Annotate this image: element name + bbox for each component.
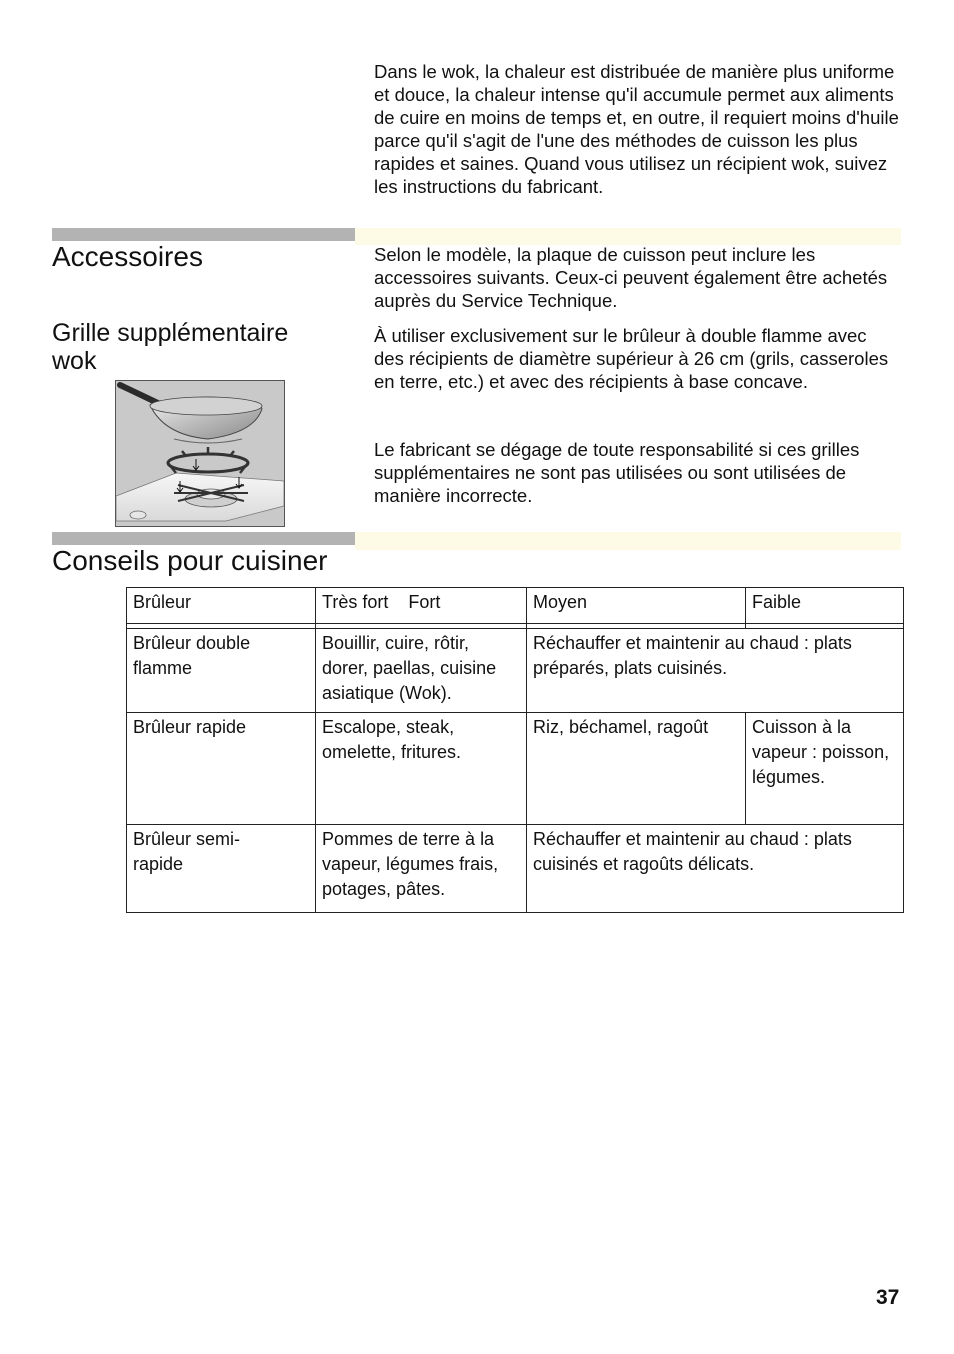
row-medium: Riz, béchamel, ragoût	[527, 713, 746, 825]
wok-on-burner-drawing	[116, 381, 284, 526]
wok-grid-heading: Grille supplémentaire wok	[52, 319, 289, 375]
row-burner: Brûleur rapide	[127, 713, 316, 825]
wok-grid-paragraph-2: Le fabricant se dégage de toute responsabilité si ces grilles supplémentaires ne sont pas utilisées ou sont utilisées de manière incorrecte.	[374, 439, 860, 506]
page-number: 37	[876, 1286, 900, 1309]
header-very-strong-strong: Très fort Fort	[316, 588, 527, 624]
section-bar-cooking-tips	[52, 532, 355, 545]
row-low: Cuisson à la vapeur : poisson, légumes.	[746, 713, 904, 825]
header-low: Faible	[746, 588, 904, 624]
row-burner: Brûleur double flamme	[127, 629, 316, 713]
row-strong: Pommes de terre à la vapeur, légumes frais, potages, pâtes.	[316, 825, 527, 913]
table-header-row	[127, 588, 904, 624]
row-medium-low: Réchauffer et maintenir au chaud : plats préparés, plats cuisinés.	[527, 629, 904, 713]
accessories-heading: Accessoires	[52, 241, 203, 272]
cooking-tips-table	[126, 587, 904, 913]
accessories-paragraph: Selon le modèle, la plaque de cuisson peut inclure les accessoires suivants. Ceux-ci peuvent également être achetés auprès du Service Technique.	[374, 244, 888, 311]
section-band-cooking-tips	[355, 532, 901, 550]
table-row	[127, 713, 904, 825]
header-medium: Moyen	[527, 588, 746, 624]
table-row	[127, 825, 904, 913]
wok-grid-paragraph-1: À utiliser exclusivement sur le brûleur à double flamme avec des récipients de diamètre supérieur à 26 cm (grils, casseroles en terre, etc.) et avec des récipients à base concave.	[374, 325, 889, 392]
cooking-tips-heading: Conseils pour cuisiner	[52, 545, 328, 576]
intro-paragraph: Dans le wok, la chaleur est distribuée de manière plus uniforme et douce, la chaleur intense qu'il accumule permet aux aliments de cuire en moins de temps et, en outre, il requiert moins d'huile parce qu'il s'agit de l'une des méthodes de cuisson les plus rapides et saines. Quand vous utilisez un récipient wok, suivez les instructions du fabricant.	[374, 61, 899, 197]
wok-grid-illustration	[115, 380, 285, 527]
row-strong: Escalope, steak, omelette, fritures.	[316, 713, 527, 825]
header-burner: Brûleur	[127, 588, 316, 624]
table-row	[127, 629, 904, 713]
row-strong: Bouillir, cuire, rôtir, dorer, paellas, cuisine asiatique (Wok).	[316, 629, 527, 713]
row-burner: Brûleur semi-rapide	[127, 825, 316, 913]
row-medium-low: Réchauffer et maintenir au chaud : plats cuisinés et ragoûts délicats.	[527, 825, 904, 913]
section-bar-accessories	[52, 228, 355, 241]
